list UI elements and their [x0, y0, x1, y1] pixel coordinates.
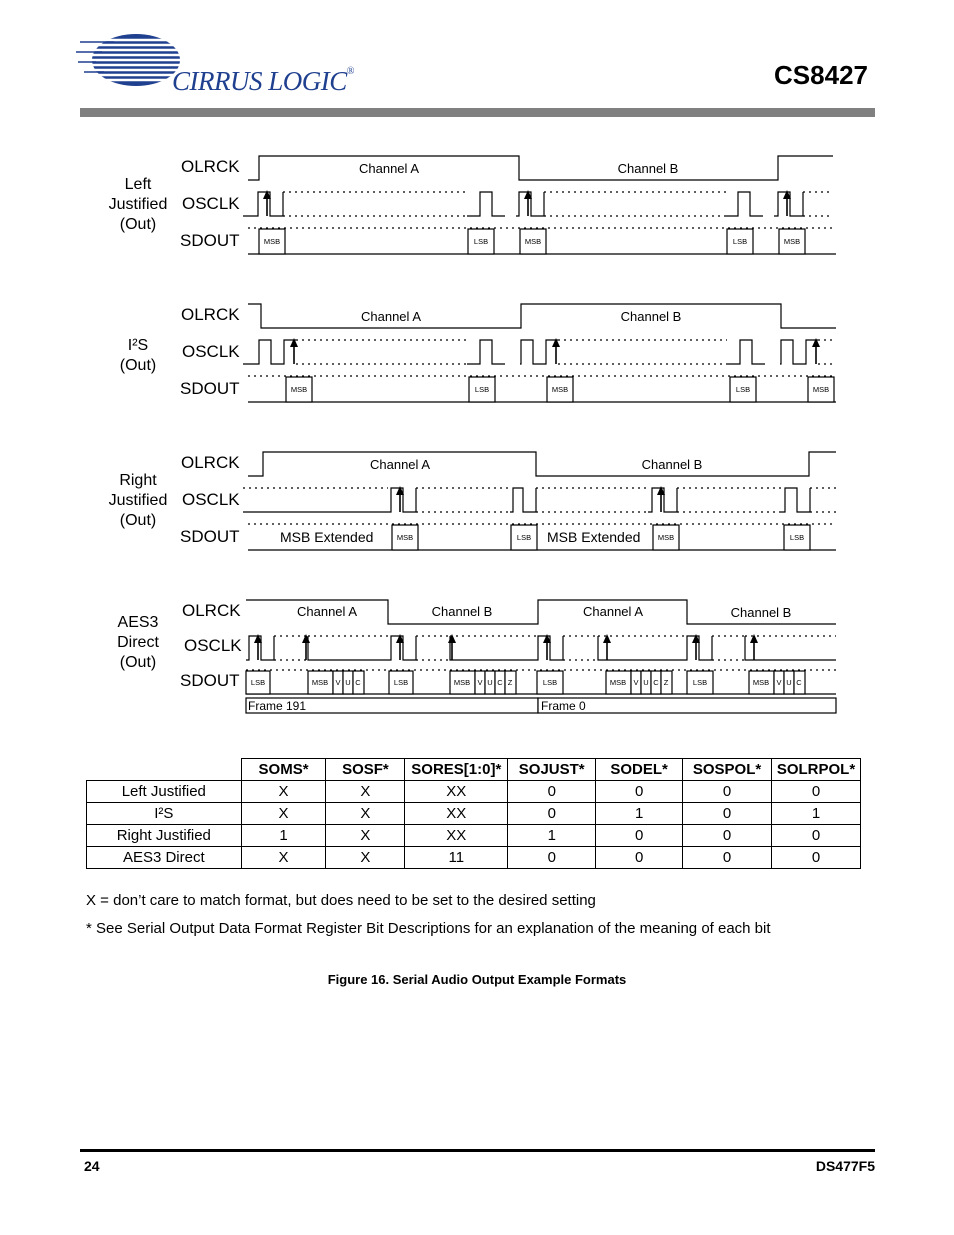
aes3-channel-a-label-1: Channel A — [297, 604, 357, 619]
format-label-line: I²S — [127, 337, 149, 354]
i2s-channel-b-label: Channel B — [620, 309, 682, 324]
table-cell: X — [326, 847, 405, 869]
signal-label-olrck: OLRCK — [181, 453, 240, 472]
lj-sdout-box-1: MSB — [263, 237, 281, 246]
document-number: DS477F5 — [815, 1158, 875, 1174]
aes3-u-bit-1: U — [345, 678, 351, 687]
rj-msb-extended-label-1: MSB Extended — [280, 529, 374, 545]
registered-mark: ® — [346, 66, 354, 77]
aes3-msb-box-3: MSB — [609, 678, 627, 687]
format-label-line: Justified — [108, 492, 168, 509]
format-label-line: (Out) — [119, 357, 157, 374]
table-cell: 0 — [596, 847, 683, 869]
format-label-left-justified — [88, 175, 188, 235]
table-cell: XX — [405, 781, 508, 803]
aes3-c-bit-2: C — [497, 678, 503, 687]
aes3-channel-a-label-2: Channel A — [583, 604, 643, 619]
signal-label-osclk: OSCLK — [182, 342, 240, 361]
table-cell: XX — [405, 825, 508, 847]
signal-label-osclk: OSCLK — [184, 636, 242, 655]
table-cell: 0 — [683, 803, 772, 825]
table-cell: X — [326, 781, 405, 803]
i2s-sdout-box-4: LSB — [735, 385, 751, 394]
table-corner-cell — [87, 759, 242, 781]
format-label-right-justified — [88, 471, 188, 531]
note-dont-care: X = don’t care to match format, but does need to be set to the desired setting — [86, 892, 596, 909]
table-cell: X — [241, 847, 326, 869]
format-label-line: (Out) — [119, 512, 157, 529]
table-row — [87, 847, 861, 869]
signal-label-osclk: OSCLK — [182, 490, 240, 509]
aes3-v-bit-3: V — [633, 678, 639, 687]
row-label: AES3 Direct — [87, 847, 242, 869]
aes3-lsb-box-2: LSB — [393, 678, 409, 687]
aes3-channel-b-label-1: Channel B — [431, 604, 493, 619]
table-cell: 0 — [508, 803, 596, 825]
rj-sdout-box-1: MSB — [396, 533, 414, 542]
aes3-msb-box-4: MSB — [752, 678, 770, 687]
table-cell: 0 — [683, 781, 772, 803]
i2s-sdout-box-5: MSB — [812, 385, 830, 394]
format-label-line: Direct — [117, 634, 159, 651]
aes3-c-bit-3: C — [653, 678, 659, 687]
table-cell: 1 — [771, 803, 860, 825]
lj-sdout-box-4: LSB — [732, 237, 748, 246]
row-label: Left Justified — [87, 781, 242, 803]
i2s-osclk-wave — [243, 340, 818, 364]
table-cell: 0 — [508, 847, 596, 869]
company-name-text: CIRRUS LOGIC — [172, 66, 347, 96]
column-header: SODEL* — [596, 759, 683, 781]
lj-channel-b-label: Channel B — [617, 161, 679, 176]
aes3-v-bit-1: V — [335, 678, 341, 687]
format-settings-table — [86, 758, 861, 869]
table-cell: X — [326, 803, 405, 825]
table-cell: 0 — [508, 781, 596, 803]
table-row — [87, 781, 861, 803]
format-label-line: AES3 — [117, 614, 159, 631]
lj-sdout-box-2: LSB — [473, 237, 489, 246]
figure-caption: Figure 16. Serial Audio Output Example Formats — [327, 972, 627, 987]
table-cell: 0 — [683, 847, 772, 869]
rj-channel-b-label: Channel B — [641, 457, 703, 472]
lj-sdout-box-5: MSB — [783, 237, 801, 246]
table-cell: X — [241, 803, 326, 825]
aes3-z-bit-3: Z — [663, 678, 669, 687]
table-cell: 0 — [596, 825, 683, 847]
signal-label-osclk: OSCLK — [182, 194, 240, 213]
aes3-z-bit-2: Z — [507, 678, 513, 687]
page-number: 24 — [84, 1158, 100, 1174]
i2s-olrck-wave — [248, 304, 836, 328]
table-header-row — [87, 759, 861, 781]
column-header: SORES[1:0]* — [405, 759, 508, 781]
aes3-u-bit-2: U — [487, 678, 493, 687]
rj-osclk-wave — [243, 488, 810, 512]
column-header: SOJUST* — [508, 759, 596, 781]
rj-channel-a-label: Channel A — [370, 457, 430, 472]
lj-sdout-wave — [248, 228, 836, 254]
format-label-line: (Out) — [119, 654, 157, 671]
table-cell: 11 — [405, 847, 508, 869]
aes3-lsb-box-3: LSB — [542, 678, 558, 687]
aes3-channel-b-label-2: Channel B — [730, 605, 792, 620]
rj-sdout-box-3: MSB — [657, 533, 675, 542]
table-cell: 0 — [683, 825, 772, 847]
aes3-c-bit-1: C — [355, 678, 361, 687]
aes3-u-bit-4: U — [786, 678, 792, 687]
i2s-channel-a-label: Channel A — [361, 309, 421, 324]
aes3-v-bit-4: V — [776, 678, 782, 687]
format-label-line: Justified — [108, 196, 168, 213]
rj-sdout-box-2: LSB — [516, 533, 532, 542]
table-cell: X — [326, 825, 405, 847]
table-row — [87, 803, 861, 825]
column-header: SOLRPOL* — [771, 759, 860, 781]
signal-label-sdout: SDOUT — [180, 527, 240, 546]
table-cell: 0 — [771, 847, 860, 869]
signal-label-sdout: SDOUT — [180, 379, 240, 398]
signal-label-sdout: SDOUT — [180, 231, 240, 250]
aes3-frame-0-label: Frame 0 — [541, 699, 586, 713]
lj-sdout-box-3: MSB — [524, 237, 542, 246]
footer-rule — [80, 1149, 875, 1152]
aes3-c-bit-4: C — [796, 678, 802, 687]
table-cell: 0 — [771, 825, 860, 847]
i2s-sdout-box-1: MSB — [290, 385, 308, 394]
format-label-line: Right — [119, 472, 157, 489]
note-asterisk: * See Serial Output Data Format Register Bit Descriptions for an explanation of the meaning of each bit — [86, 920, 771, 937]
table-cell: 0 — [596, 781, 683, 803]
format-label-line: (Out) — [119, 216, 157, 233]
aes3-osclk-wave — [246, 636, 836, 660]
column-header: SOMS* — [241, 759, 326, 781]
column-header: SOSF* — [326, 759, 405, 781]
lj-osclk-wave — [243, 192, 803, 216]
aes3-u-bit-3: U — [643, 678, 649, 687]
document-title: CS8427 — [774, 60, 868, 90]
aes3-lsb-box-4: LSB — [692, 678, 708, 687]
rj-olrck-wave — [248, 452, 836, 476]
table-cell: X — [241, 781, 326, 803]
table-cell: 1 — [241, 825, 326, 847]
aes3-msb-box-2: MSB — [453, 678, 471, 687]
i2s-sdout-box-3: MSB — [551, 385, 569, 394]
aes3-v-bit-2: V — [477, 678, 483, 687]
table-cell: 1 — [596, 803, 683, 825]
format-label-line: Left — [124, 176, 152, 193]
column-header: SOSPOL* — [683, 759, 772, 781]
signal-label-olrck: OLRCK — [181, 305, 240, 324]
rj-sdout-box-4: LSB — [789, 533, 805, 542]
i2s-sdout-box-2: LSB — [474, 385, 490, 394]
lj-olrck-wave — [248, 156, 833, 180]
format-label-aes3-direct — [88, 613, 188, 673]
table-cell: 0 — [771, 781, 860, 803]
lj-channel-a-label: Channel A — [359, 161, 419, 176]
aes3-lsb-box-1: LSB — [250, 678, 266, 687]
signal-label-olrck: OLRCK — [182, 601, 241, 620]
row-label: I²S — [87, 803, 242, 825]
table-cell: XX — [405, 803, 508, 825]
aes3-msb-box-1: MSB — [311, 678, 329, 687]
signal-label-olrck: OLRCK — [181, 157, 240, 176]
table-cell: 1 — [508, 825, 596, 847]
aes3-frame-191-label: Frame 191 — [248, 699, 307, 713]
format-label-i2s — [88, 336, 188, 376]
rj-msb-extended-label-2: MSB Extended — [547, 529, 641, 545]
table-row — [87, 825, 861, 847]
signal-label-sdout: SDOUT — [180, 671, 240, 690]
row-label: Right Justified — [87, 825, 242, 847]
